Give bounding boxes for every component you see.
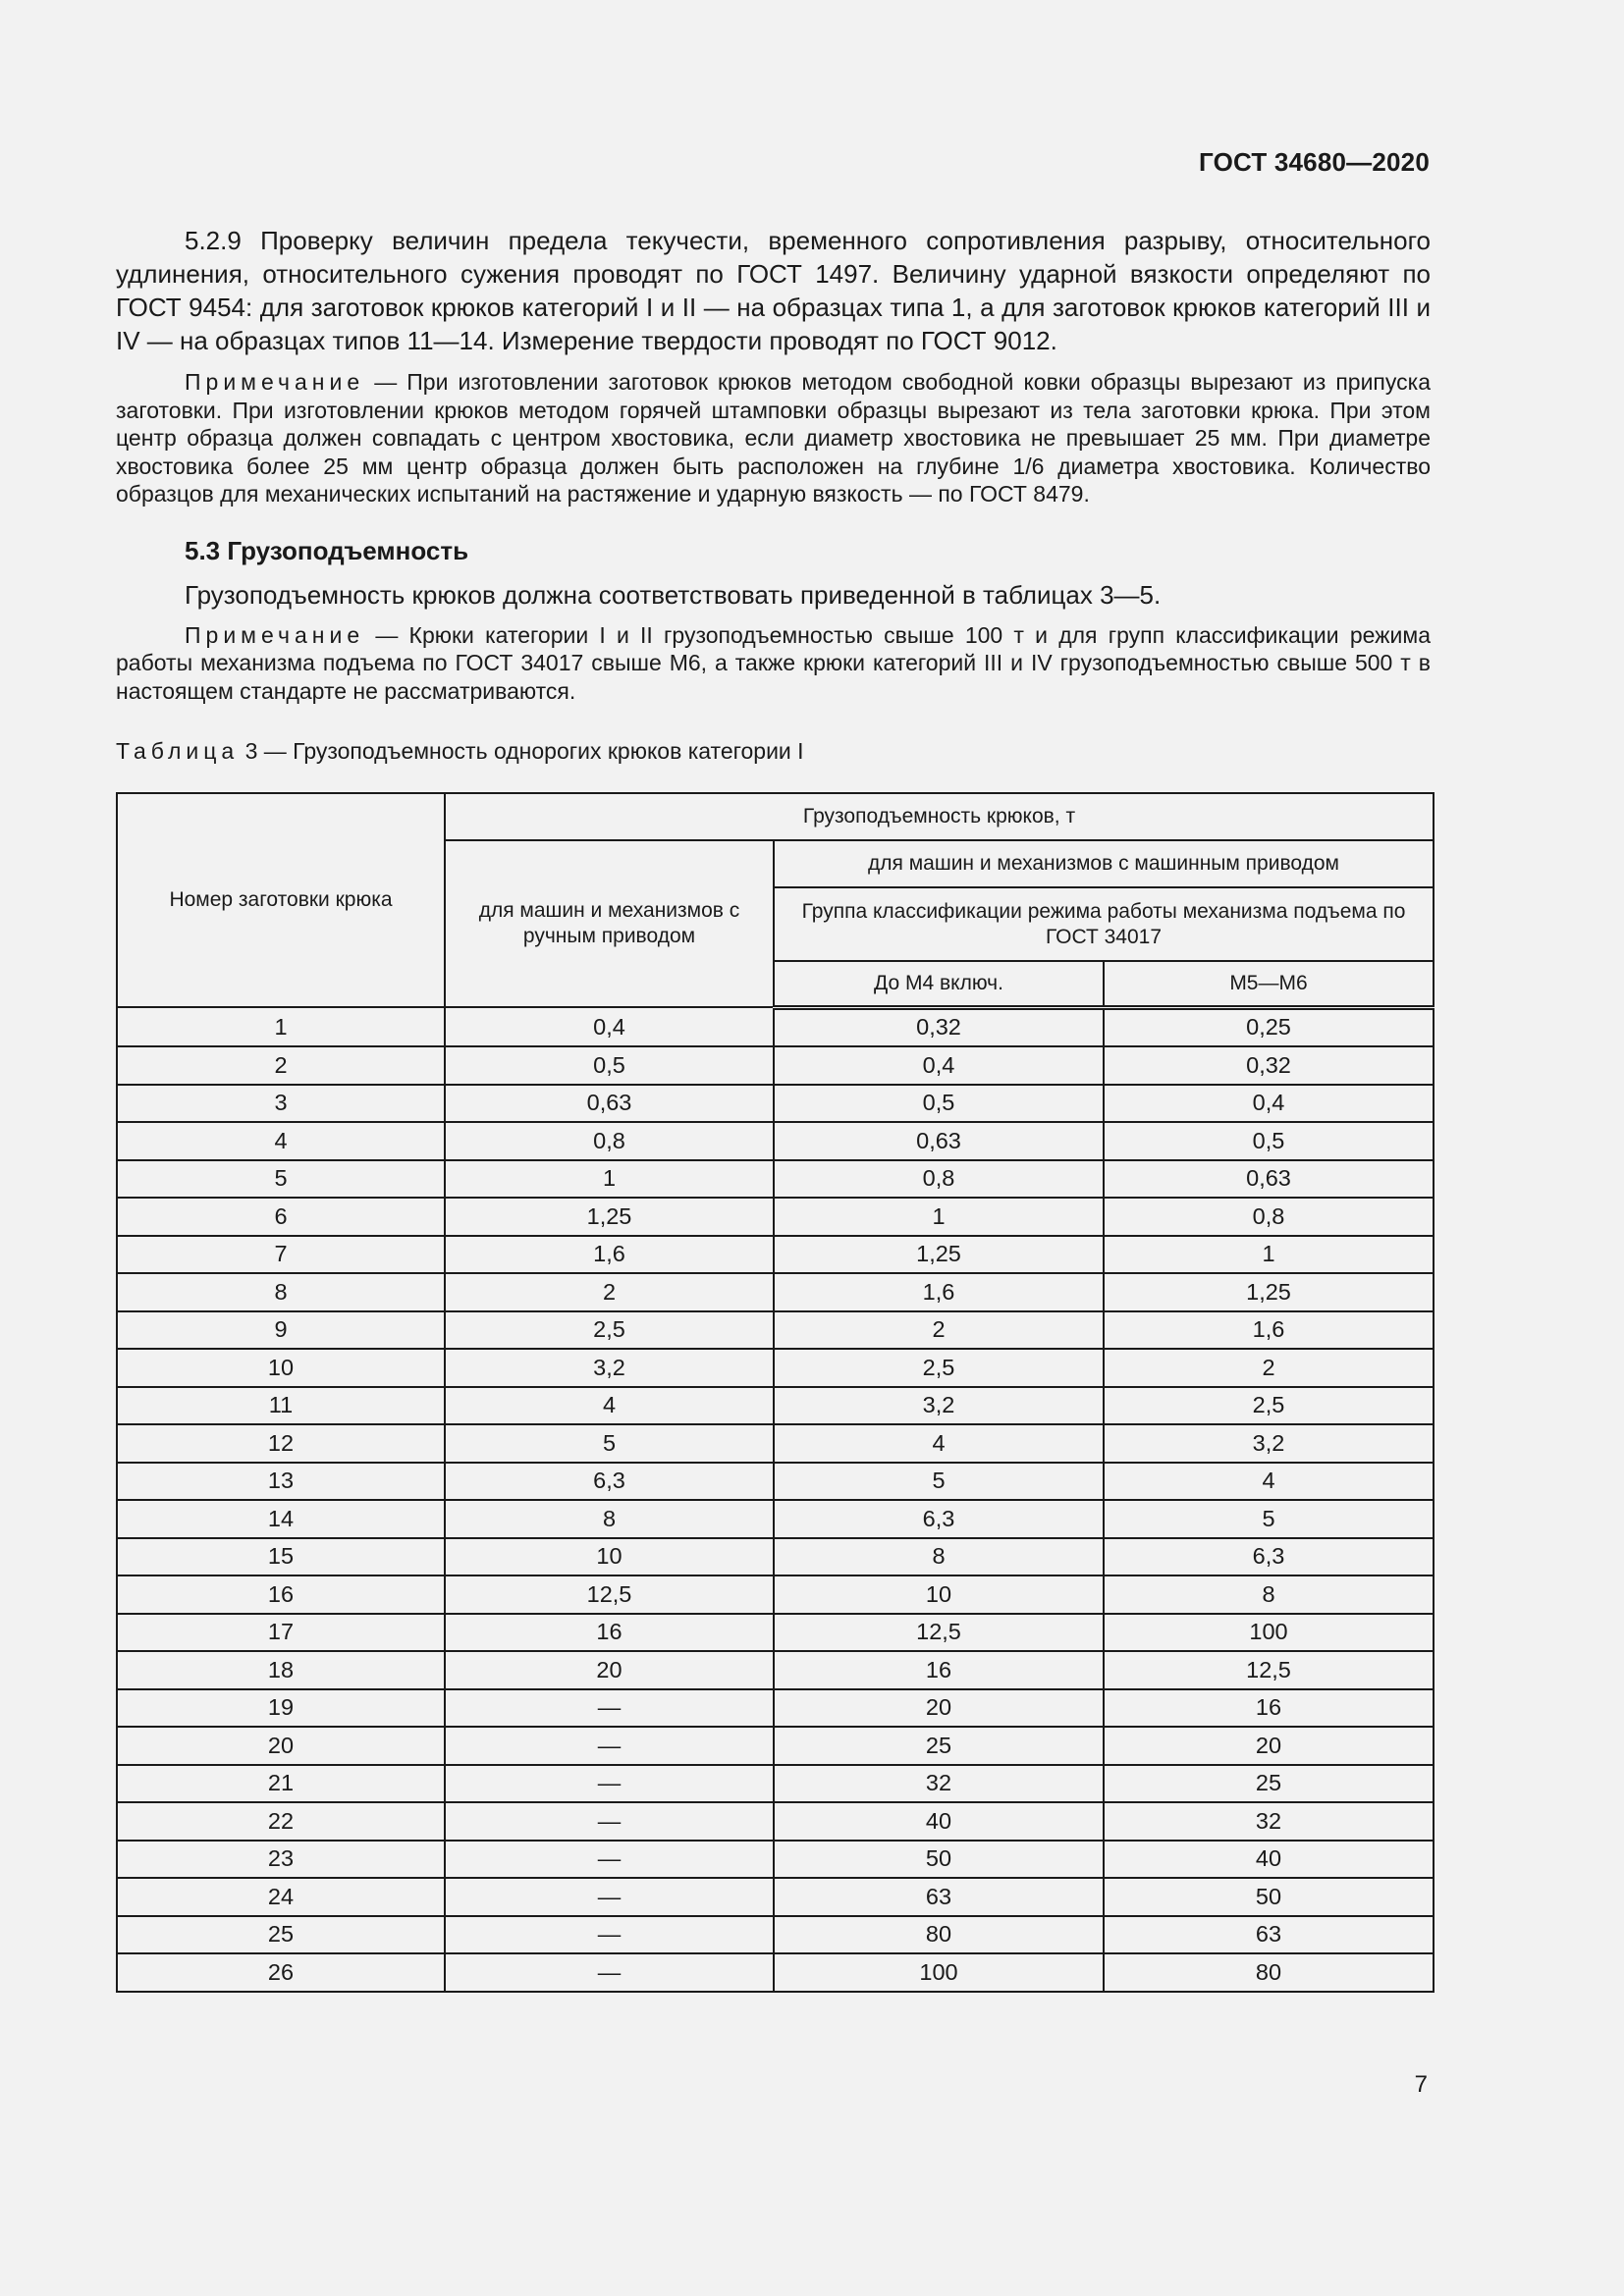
table-cell: —	[445, 1802, 774, 1841]
note-label: Примечание	[185, 621, 365, 648]
table-cell: 4	[117, 1122, 445, 1160]
note-1	[116, 368, 1431, 508]
table-cell: 2	[774, 1311, 1104, 1350]
document-code: ГОСТ 34680—2020	[1199, 147, 1430, 177]
table-row	[117, 1463, 1434, 1501]
table-cell: 13	[117, 1463, 445, 1501]
table-row	[117, 1500, 1434, 1538]
table-cell: 16	[1104, 1689, 1434, 1728]
table-cell: 26	[117, 1953, 445, 1992]
table-cell: 6	[117, 1198, 445, 1236]
note-label: Примечание	[185, 369, 365, 395]
table-cell: 0,4	[1104, 1085, 1434, 1123]
table-cell: 8	[117, 1273, 445, 1311]
paragraph-5-2-9: 5.2.9 Проверку величин предела текучести, временного сопротивления разрыву, относительного удлинения, относительного сужения проводят по ГОСТ 1497. Величину ударной вязкости определяют по ГОСТ 9454: для заготовок крюков категорий I и II — на образцах типа 1, а для заготовок крюков категорий III и IV — на образцах типов 11—14. Измерение твердости проводят по ГОСТ 9012.	[116, 226, 1431, 355]
table-cell: 0,8	[1104, 1198, 1434, 1236]
table-cell: 21	[117, 1765, 445, 1803]
table-cell: —	[445, 1727, 774, 1765]
table-row	[117, 1007, 1434, 1046]
table-cell: 6,3	[1104, 1538, 1434, 1576]
table-cell: 5	[445, 1424, 774, 1463]
table-cell: 12	[117, 1424, 445, 1463]
table-cell: 2,5	[1104, 1387, 1434, 1425]
table-cell: 0,8	[774, 1160, 1104, 1199]
table-cell: 0,32	[1104, 1046, 1434, 1085]
table-cell: 20	[445, 1651, 774, 1689]
table-cell: 14	[117, 1500, 445, 1538]
table-row	[117, 1311, 1434, 1350]
section-heading-5-3: 5.3 Грузоподъемность	[185, 535, 469, 565]
table-cell: 1	[1104, 1236, 1434, 1274]
table-row	[117, 1575, 1434, 1614]
table-cell: 0,63	[774, 1122, 1104, 1160]
table-cell: 7	[117, 1236, 445, 1274]
table-caption-label: Таблица	[116, 738, 240, 764]
table-cell: 20	[1104, 1727, 1434, 1765]
note-text: — При изготовлении заготовок крюков методом свободной ковки образцы вырезают из припуска заготовки. При изготовлении крюков методом горячей штамповки образцы вырезают из тела заготовки крюка. При этом центр образца должен совпадать с центром хвостовика, если диаметр хвостовика не превышает 25 мм. При диаметре хвостовика более 25 мм центр образца должен быть расположен на глубине 1/6 диаметра хвостовика. Количество образцов для механических испытаний на растяжение и ударную вязкость — по ГОСТ 8479.	[116, 369, 1431, 507]
capacity-table	[116, 792, 1435, 1993]
table-cell: —	[445, 1878, 774, 1916]
table-row	[117, 1878, 1434, 1916]
table-row	[117, 1765, 1434, 1803]
table-cell: 12,5	[774, 1614, 1104, 1652]
table-cell: 2,5	[774, 1349, 1104, 1387]
table-cell: 32	[1104, 1802, 1434, 1841]
table-row	[117, 1727, 1434, 1765]
header-m5-m6: М5—М6	[1104, 961, 1434, 1007]
table-cell: 23	[117, 1841, 445, 1879]
table-cell: 2	[117, 1046, 445, 1085]
table-row	[117, 1424, 1434, 1463]
table-cell: —	[445, 1953, 774, 1992]
table-cell: —	[445, 1916, 774, 1954]
table-row	[117, 1160, 1434, 1199]
table-row	[117, 1802, 1434, 1841]
table-cell: 1	[117, 1007, 445, 1046]
table-cell: 20	[774, 1689, 1104, 1728]
table-cell: 0,25	[1104, 1007, 1434, 1046]
table-cell: 3,2	[445, 1349, 774, 1387]
table-cell: 80	[774, 1916, 1104, 1954]
table-cell: 10	[774, 1575, 1104, 1614]
table-row	[117, 1614, 1434, 1652]
table-cell: 12,5	[1104, 1651, 1434, 1689]
table-cell: 22	[117, 1802, 445, 1841]
table-cell: 50	[1104, 1878, 1434, 1916]
page-number: 7	[1414, 2071, 1428, 2098]
header-m4: До М4 включ.	[774, 961, 1104, 1007]
table-cell: 8	[445, 1500, 774, 1538]
table-cell: 16	[117, 1575, 445, 1614]
table-cell: 3	[117, 1085, 445, 1123]
table-cell: 25	[774, 1727, 1104, 1765]
table-cell: 17	[117, 1614, 445, 1652]
table-cell: 1,25	[774, 1236, 1104, 1274]
table-cell: 25	[117, 1916, 445, 1954]
table-caption	[116, 738, 804, 765]
table-row	[117, 1349, 1434, 1387]
table-cell: 12,5	[445, 1575, 774, 1614]
table-cell: 0,8	[445, 1122, 774, 1160]
table-cell: 1,6	[774, 1273, 1104, 1311]
table-cell: 18	[117, 1651, 445, 1689]
table-cell: 16	[774, 1651, 1104, 1689]
table-row	[117, 1651, 1434, 1689]
table-cell: 0,4	[445, 1007, 774, 1046]
table-cell: 19	[117, 1689, 445, 1728]
table-cell: 100	[774, 1953, 1104, 1992]
table-cell: 10	[445, 1538, 774, 1576]
table-cell: 0,63	[445, 1085, 774, 1123]
table-cell: 40	[1104, 1841, 1434, 1879]
header-capacity: Грузоподъемность крюков, т	[445, 793, 1434, 840]
table-row	[117, 1236, 1434, 1274]
table-cell: 3,2	[774, 1387, 1104, 1425]
table-cell: 10	[117, 1349, 445, 1387]
table-cell: 1,6	[445, 1236, 774, 1274]
table-cell: 80	[1104, 1953, 1434, 1992]
table-cell: 32	[774, 1765, 1104, 1803]
table-row	[117, 1953, 1434, 1992]
table-cell: 0,5	[445, 1046, 774, 1085]
table-row	[117, 1538, 1434, 1576]
table-cell: 63	[774, 1878, 1104, 1916]
table-row	[117, 1916, 1434, 1954]
header-hook-number: Номер заготовки крюка	[117, 793, 445, 1007]
table-cell: 3,2	[1104, 1424, 1434, 1463]
table-cell: 2,5	[445, 1311, 774, 1350]
table-cell: 100	[1104, 1614, 1434, 1652]
table-cell: 5	[774, 1463, 1104, 1501]
table-row	[117, 1085, 1434, 1123]
table-row	[117, 1122, 1434, 1160]
table-cell: —	[445, 1765, 774, 1803]
table-cell: 8	[774, 1538, 1104, 1576]
table-cell: 4	[445, 1387, 774, 1425]
table-body	[117, 1007, 1434, 1992]
paragraph-5-3: Грузоподъемность крюков должна соответствовать приведенной в таблицах 3—5.	[185, 579, 1162, 610]
table-cell: 9	[117, 1311, 445, 1350]
table-cell: 1,25	[1104, 1273, 1434, 1311]
table-cell: 11	[117, 1387, 445, 1425]
header-machine-drive: для машин и механизмов с машинным приводом	[774, 840, 1434, 887]
table-row	[117, 1387, 1434, 1425]
table-cell: 0,4	[774, 1046, 1104, 1085]
table-cell: 40	[774, 1802, 1104, 1841]
table-cell: 8	[1104, 1575, 1434, 1614]
table-cell: 6,3	[445, 1463, 774, 1501]
table-cell: 2	[1104, 1349, 1434, 1387]
table-cell: 16	[445, 1614, 774, 1652]
table-cell: 4	[774, 1424, 1104, 1463]
table-cell: 1,6	[1104, 1311, 1434, 1350]
table-cell: 24	[117, 1878, 445, 1916]
table-cell: 50	[774, 1841, 1104, 1879]
table-row	[117, 1273, 1434, 1311]
body-text-block	[116, 224, 1431, 705]
header-classification-group: Группа классификации режима работы механизма подъема по ГОСТ 34017	[774, 887, 1434, 961]
note-text: — Крюки категории I и II грузоподъемностью свыше 100 т и для групп классификации режима работы механизма подъема по ГОСТ 34017 свыше М6, а также крюки категорий III и IV грузоподъемностью свыше 500 т в настоящем стандарте не рассматриваются.	[116, 621, 1431, 704]
table-cell: 5	[1104, 1500, 1434, 1538]
table-cell: 4	[1104, 1463, 1434, 1501]
table-cell: 1	[445, 1160, 774, 1199]
note-2	[116, 621, 1431, 706]
table-cell: —	[445, 1689, 774, 1728]
table-cell: 1	[774, 1198, 1104, 1236]
table-row	[117, 1689, 1434, 1728]
table-cell: 0,5	[774, 1085, 1104, 1123]
table-cell: —	[445, 1841, 774, 1879]
table-cell: 0,32	[774, 1007, 1104, 1046]
table-row	[117, 1841, 1434, 1879]
table-cell: 2	[445, 1273, 774, 1311]
table-cell: 15	[117, 1538, 445, 1576]
table-cell: 0,63	[1104, 1160, 1434, 1199]
table-cell: 63	[1104, 1916, 1434, 1954]
table-row	[117, 1198, 1434, 1236]
table-caption-text: 3 — Грузоподъемность однорогих крюков категории I	[239, 738, 804, 764]
table-cell: 0,5	[1104, 1122, 1434, 1160]
table-cell: 25	[1104, 1765, 1434, 1803]
table-cell: 5	[117, 1160, 445, 1199]
table-cell: 20	[117, 1727, 445, 1765]
table-cell: 6,3	[774, 1500, 1104, 1538]
table-row	[117, 1046, 1434, 1085]
table-cell: 1,25	[445, 1198, 774, 1236]
header-manual-drive: для машин и механизмов с ручным приводом	[445, 840, 774, 1007]
